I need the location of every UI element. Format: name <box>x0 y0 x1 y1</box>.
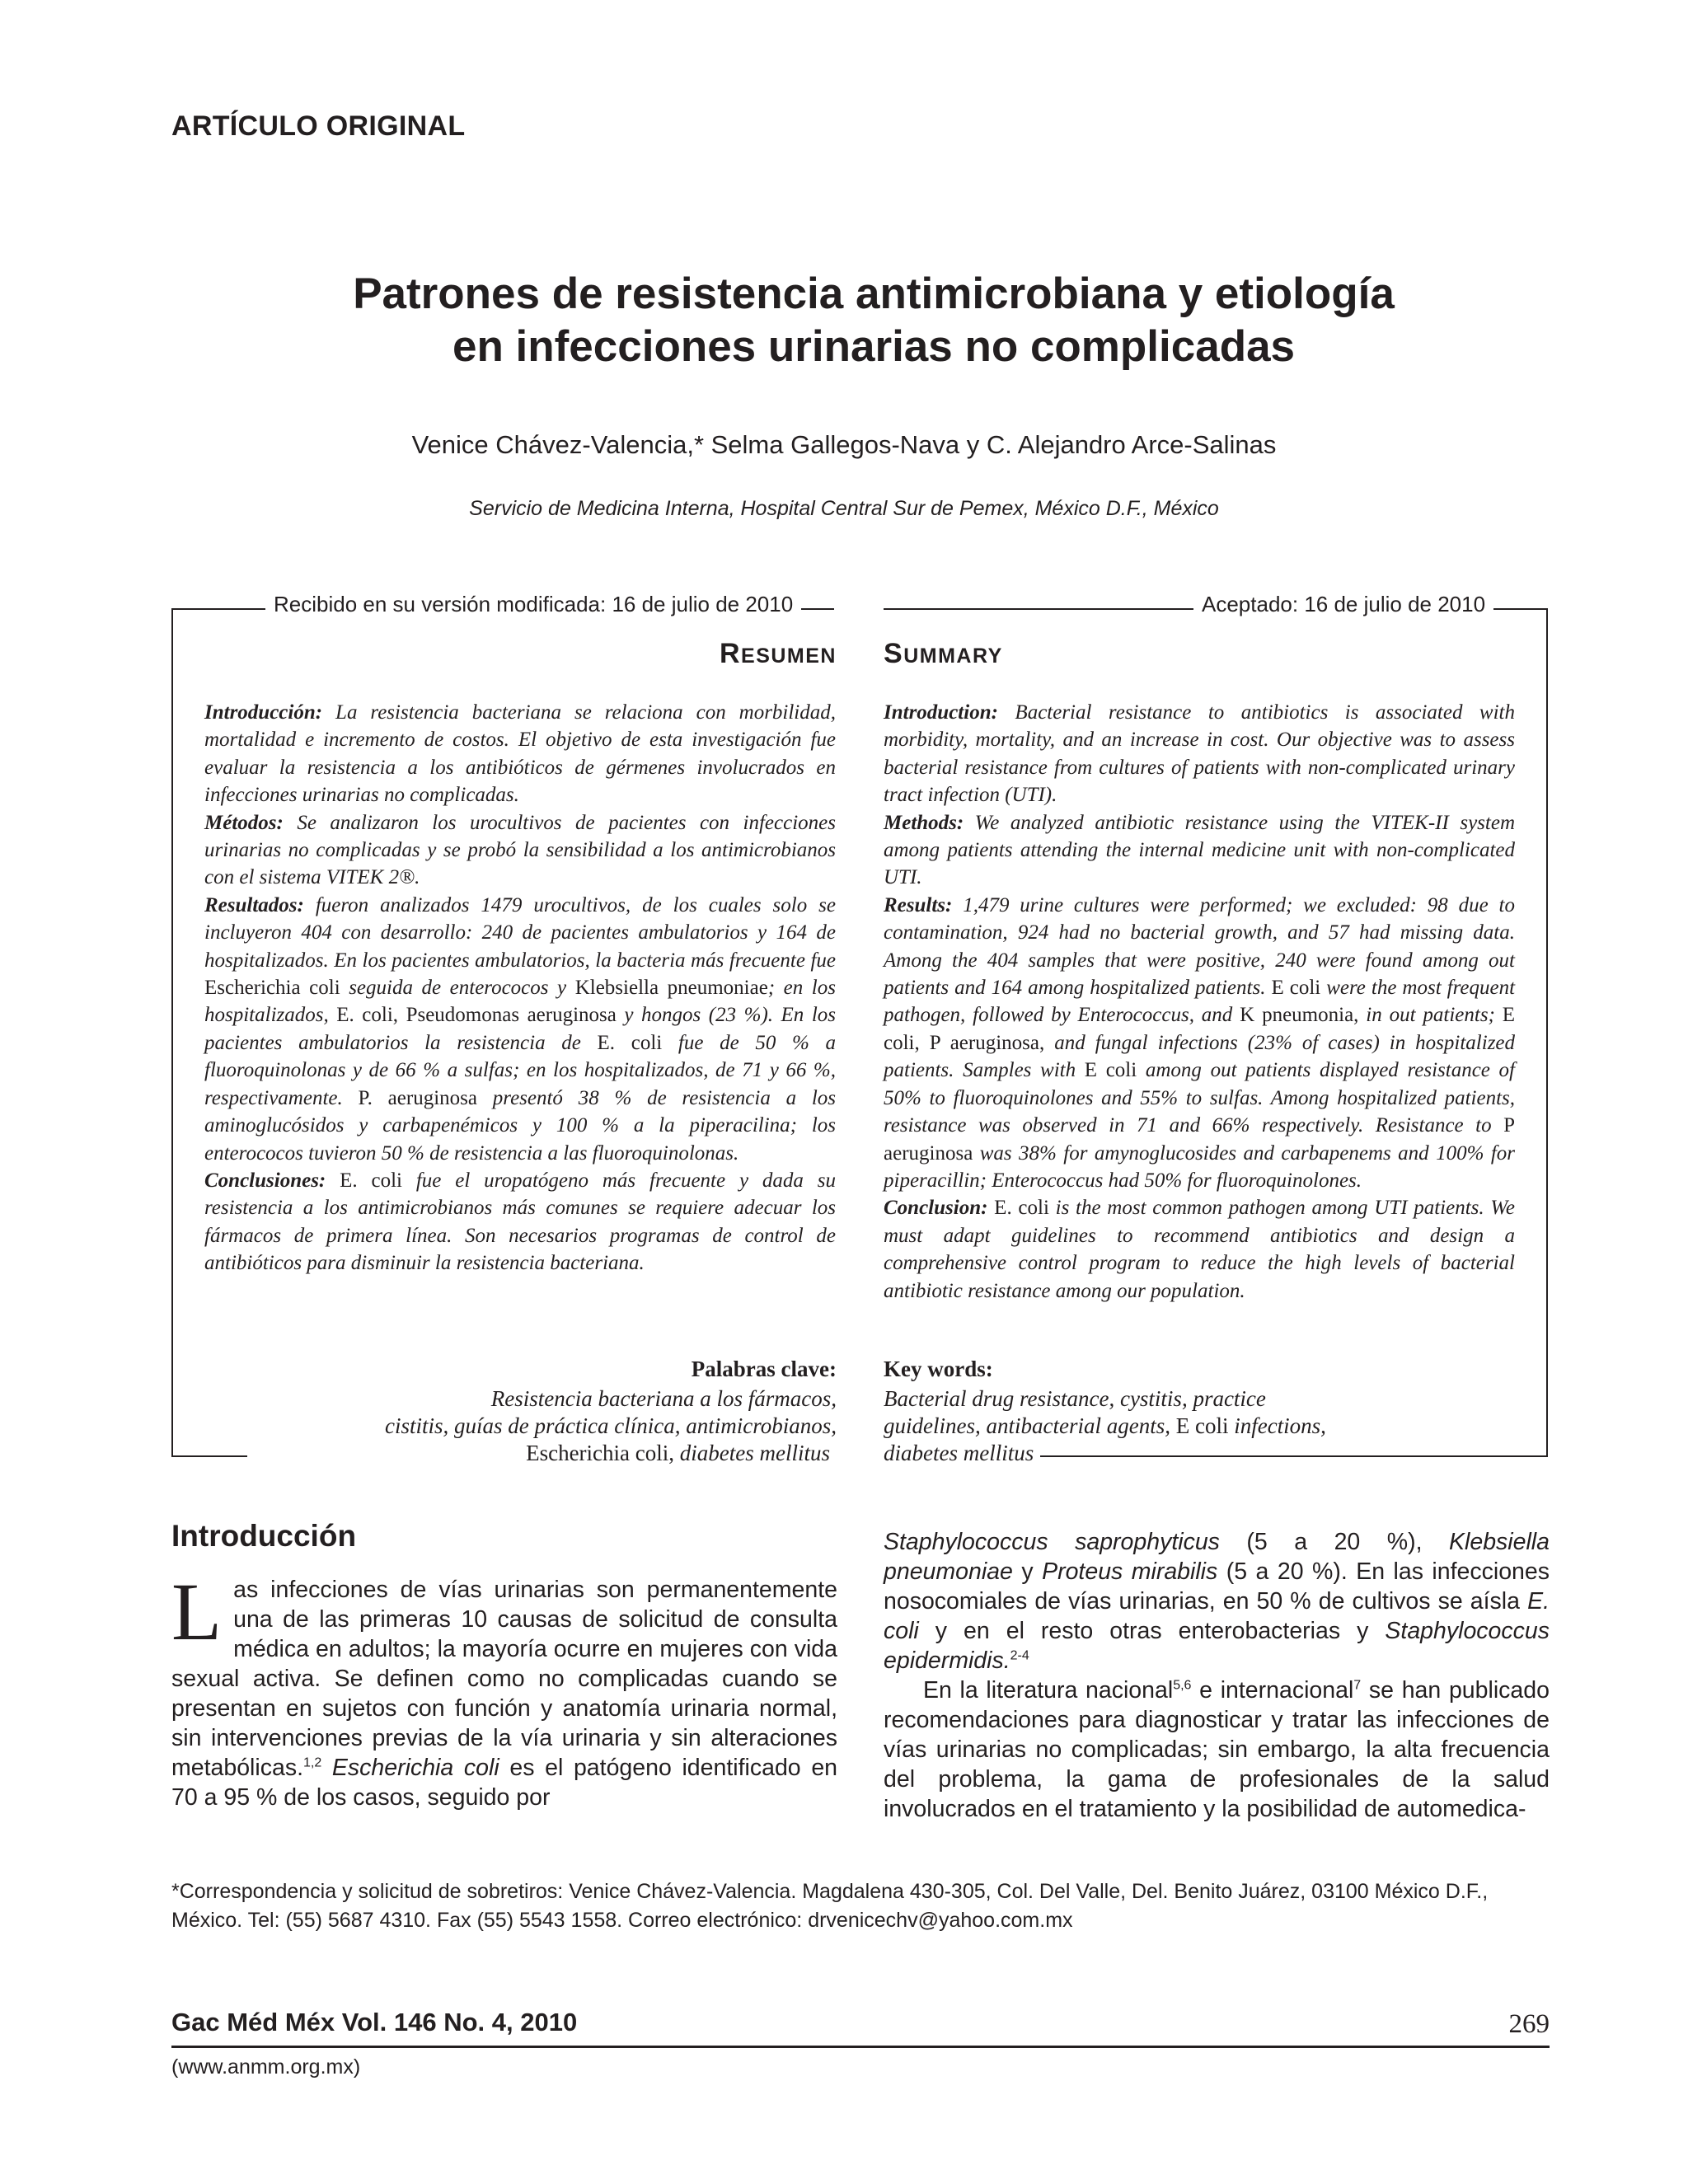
resumen-methods: Métodos: Se analizaron los urocultivos de pacientes con infecciones urinarias no complicadas y se probó la sensibilidad a los antimicrobianos con el sistema VITEK 2®. <box>204 811 836 889</box>
kw-en-line-1: Bacterial drug resistance, cystitis, practice <box>884 1386 1266 1411</box>
summary-results: Results: 1,479 urine cultures were performed; we excluded: 98 due to contamination, 924 had no bacterial growth, and 57 had missing data. Among the 404 samples that were positive, 240 were found among out patients and 164 among hospitalized patients. E coli were the most frequent pathogen, followed by Enterococcus, and K pneumonia, in out patients; E coli, P aeruginosa, and fungal infections (23% of cases) in hospitalized patients. Samples with E coli among out patients displayed resistance of 50% to fluoroquinolones and 55% to sulfas. Among hospitalized patients, resistance was observed in 71 and 66% respectively. Resistance to P aeruginosa was 38% for amynoglucosides and carbapenems and 100% for piperacillin; Enterococcus had 50% for fluoroquinolones. <box>884 893 1516 1192</box>
page-number: 269 <box>1508 2009 1550 2039</box>
resumen-body <box>204 699 836 1277</box>
website-link[interactable]: (www.anmm.org.mx) <box>171 2055 361 2079</box>
kw-es-line-3: Escherichia coli, diabetes mellitus <box>247 1440 837 1467</box>
article-title <box>165 268 1582 373</box>
resumen-conclusions: Conclusiones: E. coli fue el uropatógeno más frecuente y dada su resistencia a los antimicrobianos más comunes se requiere adecuar los fármacos de primera línea. Son necesarios programas de control de antibióticos para disminuir la resistencia bacteriana. <box>204 1169 836 1275</box>
accepted-date: Aceptado: 16 de julio de 2010 <box>1193 592 1493 617</box>
body-column-right: Staphylococcus saprophyticus (5 a 20 %), Klebsiella pneumoniae y Proteus mirabilis (5 a 20 %). En las infecciones nosocomiales de vías urinarias, en 50 % de cultivos se aísla E. coli y en el resto otras enterobacterias y Staphylococcus epidermidis.$^{2-4}$ En la literatura nacional$^{5,6}$ e internacional$^7$ se han publicado recomendaciones para diagnosticar y tratar las infecciones de vías urinarias no complicadas; sin embargo, la alta frecuencia del problema, la gama de profesionales de la salud involucrados en el tratamiento y la posibilidad de automedica- <box>884 1529 1550 1822</box>
palabras-clave-label: Palabras clave: <box>691 1357 837 1381</box>
drop-cap: L <box>171 1566 223 1657</box>
key-words-label: Key words: <box>884 1357 993 1381</box>
correspondence-footnote: *Correspondencia y solicitud de sobretiros: Venice Chávez-Valencia. Magdalena 430-305, Col. Del Valle, Del. Benito Juárez, 03100 México D.F., México. Tel: (55) 5687 4310. Fax (55) 5543 1558. Correo electrónico: drvenicechv@yahoo.com.mx <box>171 1880 1489 1932</box>
section-label: ARTÍCULO ORIGINAL <box>171 110 466 142</box>
footer-rule <box>171 2046 1550 2048</box>
summary-intro: Introduction: Bacterial resistance to antibiotics is associated with morbidity, mortality, and an increase in cost. Our objective was to assess bacterial resistance from cultures of patients with non-complicated urinary tract infection (UTI). <box>884 701 1516 807</box>
kw-en-line-3: diabetes mellitus <box>884 1440 1477 1467</box>
received-date: Recibido en su versión modificada: 16 de julio de 2010 <box>265 592 801 617</box>
summary-heading: SUMMARY <box>884 638 1003 669</box>
introduccion-heading: Introducción <box>171 1519 357 1553</box>
body-column-left: Las infecciones de vías urinarias son permanentemente una de las primeras 10 causas de solicitud de consulta médica en adultos; la mayoría ocurre en mujeres con vida sexual activa. Se definen como no complicadas cuando se presentan en sujetos con función y anatomía urinaria normal, sin intervenciones previas de la vía urinaria y sin alteraciones metabólicas.$^{1,2}$ Escherichia coli es el patógeno identificado en 70 a 95 % de los casos, seguido por <box>171 1566 838 1811</box>
summary-body <box>884 699 1515 1305</box>
key-words <box>884 1385 1477 1467</box>
resumen-results: Resultados: fueron analizados 1479 urocultivos, de los cuales solo se incluyeron 404 con desarrollo: 240 de pacientes ambulatorios y 164 de hospitalizados. En los pacientes ambulatorios, la bacteria más frecuente fue Escherichia coli seguida de enterococos y Klebsiella pneumoniae; en los hospitalizados, E. coli, Pseudomonas aeruginosa y hongos (23 %). En los pacientes ambulatorios la resistencia de E. coli fue de 50 % a fluoroquinolonas y de 66 % a sulfas; en los hospitalizados, de 71 y 66 %, respectivamente. P. aeruginosa presentó 38 % de resistencia a los aminoglucósidos y carbapenémicos y 100 % a la piperacilina; los enterococos tuvieron 50 % de resistencia a las fluoroquinolonas. <box>204 893 837 1165</box>
palabras-clave <box>247 1385 837 1467</box>
resumen-intro: Introducción: La resistencia bacteriana se relaciona con morbilidad, mortalidad e incremento de costos. El objetivo de esta investigación fue evaluar la resistencia a los antibióticos de gérmenes involucrados en infecciones urinarias no complicadas. <box>204 701 837 807</box>
summary-heading-text: UMMARY <box>903 644 1003 668</box>
title-line-1: Patrones de resistencia antimicrobiana y etiología <box>353 269 1395 318</box>
kw-es-line-1: Resistencia bacteriana a los fármacos, <box>490 1386 837 1411</box>
resumen-heading-text: ESUMEN <box>741 644 837 668</box>
resumen-heading: RESUMEN <box>719 638 837 669</box>
journal-citation: Gac Méd Méx Vol. 146 No. 4, 2010 <box>171 2008 578 2036</box>
summary-conclusion: Conclusion: E. coli is the most common pathogen among UTI patients. We must adapt guidelines to recommend antibiotics and design a comprehensive control program to reduce the high levels of bacterial antibiotic resistance among our population. <box>884 1197 1516 1302</box>
kw-en-line-2: guidelines, antibacterial agents, E coli infections, <box>884 1413 1326 1438</box>
summary-methods: Methods: We analyzed antibiotic resistance using the VITEK-II system among patients attending the internal medicine unit with non-complicated UTI. <box>884 811 1516 889</box>
affiliation: Servicio de Medicina Interna, Hospital Central Sur de Pemex, México D.F., México <box>469 497 1219 520</box>
authors: Venice Chávez-Valencia,* Selma Gallegos-Nava y C. Alejandro Arce-Salinas <box>411 430 1277 459</box>
title-line-2: en infecciones urinarias no complicadas <box>452 322 1296 371</box>
kw-es-line-2: cistitis, guías de práctica clínica, antimicrobianos, <box>385 1413 837 1438</box>
